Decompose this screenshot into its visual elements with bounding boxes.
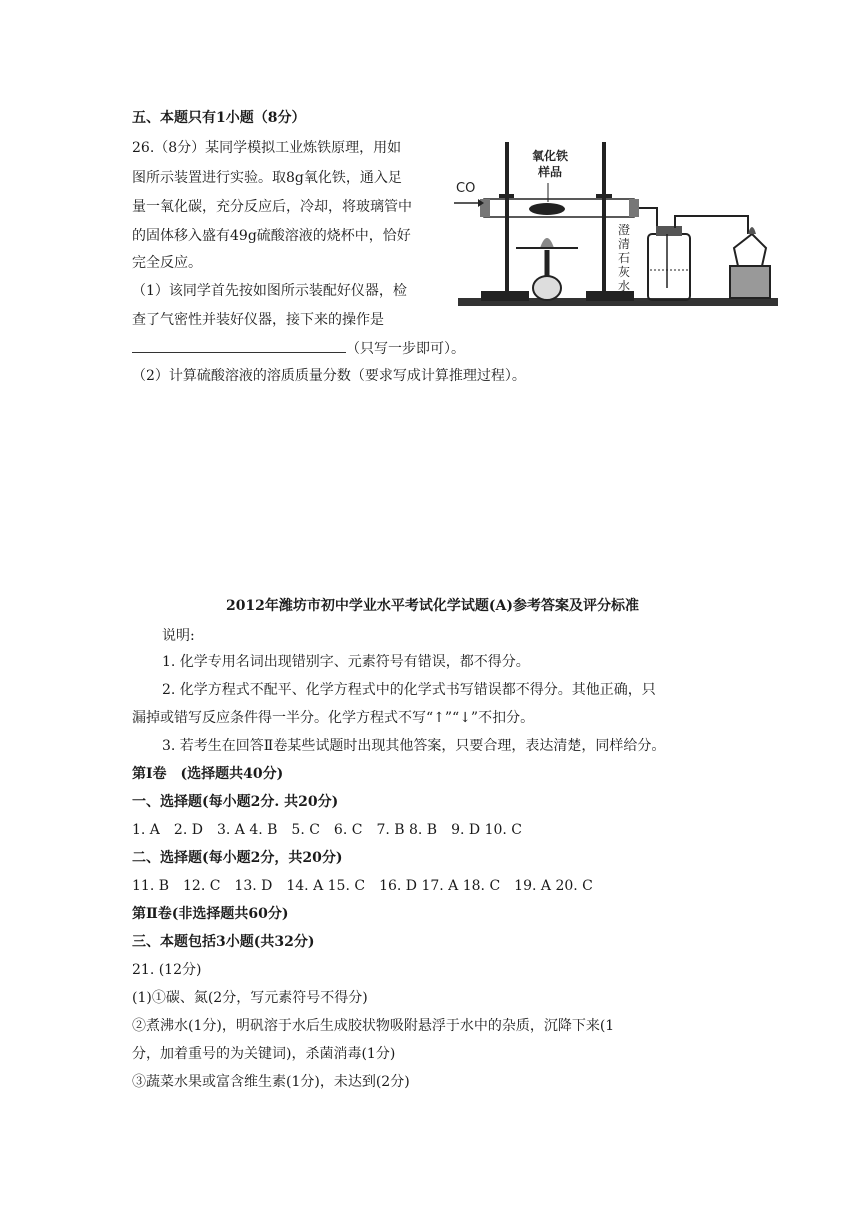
flame-icon xyxy=(540,238,554,248)
limewater-char: 澄 xyxy=(618,223,631,237)
answer-line: 21. (12分) xyxy=(132,962,202,978)
note-line: 漏掉或错写反应条件得一半分。化学方程式不写“↑”“↓”不扣分。 xyxy=(132,710,535,726)
answer-blank xyxy=(132,338,346,353)
left-stand-base xyxy=(482,292,528,300)
section-heading: 五、本题只有1小题（8分） xyxy=(132,110,306,126)
lamp-flame-icon xyxy=(748,227,756,234)
volume-heading: 第Ⅱ卷(非选择题共60分) xyxy=(132,906,289,922)
answer-line: 分，加着重号的为关键词)，杀菌消毒(1分) xyxy=(132,1046,396,1062)
part2-text: （2）计算硫酸溶液的溶质质量分数（要求写成计算推理过程）。 xyxy=(132,368,526,384)
alcohol-lamp xyxy=(734,234,766,266)
answer-line: ③蔬菜水果或富含维生素(1分)，未达到(2分) xyxy=(132,1074,410,1090)
part1-answer-line xyxy=(132,338,465,359)
note-line: 1. 化学专用名词出现错别字、元素符号有错误，都不得分。 xyxy=(162,654,530,670)
part1-text-line: 查了气密性并装好仪器，接下来的操作是 xyxy=(132,312,384,328)
answer-list: 1. A 2. D 3. A 4. B 5. C 6. C 7. B 8. B 9. D 10. C xyxy=(132,822,523,838)
note-line: 2. 化学方程式不配平、化学方程式中的化学式书写错误都不得分。其他正确，只 xyxy=(162,682,656,698)
limewater-char: 石 xyxy=(618,251,631,265)
section-heading: 一、选择题(每小题2分. 共20分) xyxy=(132,794,339,810)
sample-label-1: 氧化铁 xyxy=(532,149,569,163)
limewater-char: 灰 xyxy=(618,265,631,279)
alcohol-burner xyxy=(533,276,561,300)
volume-heading: 第Ⅰ卷 (选择题共40分) xyxy=(132,766,284,782)
sample-label-2: 样品 xyxy=(538,165,563,179)
question-text-line: 图所示装置进行实验。取8g氧化铁，通入足 xyxy=(132,170,402,186)
answer-line: ②煮沸水(1分)，明矾溶于水后生成胶状物吸附悬浮于水中的杂质，沉降下来(1 xyxy=(132,1018,615,1034)
question-text-line: 的固体移入盛有49g硫酸溶液的烧杯中，恰好 xyxy=(132,228,411,244)
co-label: CO xyxy=(456,181,476,196)
question-text-line: 26.（8分）某同学模拟工业炼铁原理，用如 xyxy=(132,140,402,156)
limewater-bottle xyxy=(648,234,690,300)
note-heading: 说明: xyxy=(162,628,195,644)
apparatus-figure xyxy=(452,138,787,310)
section-heading: 三、本题包括3小题(共32分) xyxy=(132,934,315,950)
lamp-stand xyxy=(730,266,770,298)
answer-key-title: 2012年潍坊市初中学业水平考试化学试题(A)参考答案及评分标准 xyxy=(225,598,640,614)
answer-line: (1)①碳、氮(2分，写元素符号不得分) xyxy=(132,990,368,1006)
note-line: 3. 若考生在回答Ⅱ卷某些试题时出现其他答案，只要合理，表达清楚，同样给分。 xyxy=(162,738,666,754)
answer-list: 11. B 12. C 13. D 14. A 15. C 16. D 17. A 18. C 19. A 20. C xyxy=(132,878,593,894)
limewater-char: 水 xyxy=(618,279,631,293)
part1-text-line: （1）该同学首先按如图所示装配好仪器，检 xyxy=(132,283,407,299)
part1-tail: （只写一步即可）。 xyxy=(346,341,465,357)
question-text-line: 量一氧化碳，充分反应后，冷却，将玻璃管中 xyxy=(132,199,412,215)
section-heading: 二、选择题(每小题2分，共20分) xyxy=(132,850,343,866)
exhaust-pipe xyxy=(675,216,748,234)
limewater-char: 清 xyxy=(618,237,631,251)
tube-stopper-right xyxy=(629,199,639,217)
right-stand-base xyxy=(587,292,633,300)
iron-oxide-sample xyxy=(529,203,565,215)
question-text-line: 完全反应。 xyxy=(132,255,202,271)
outlet-pipe xyxy=(639,208,657,234)
